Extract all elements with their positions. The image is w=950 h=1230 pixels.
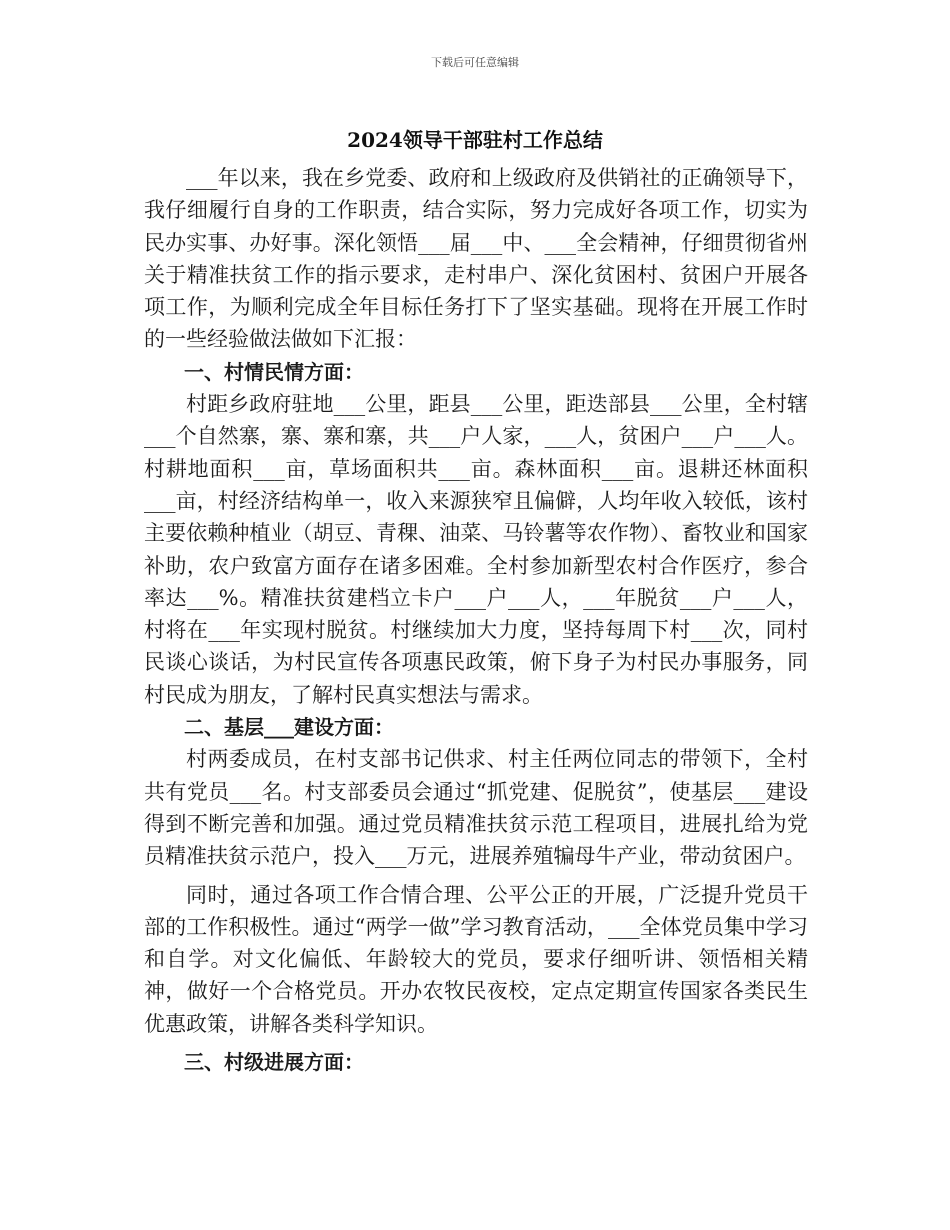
- section-heading-village-development: 三、村级进展方面：: [184, 1050, 364, 1075]
- grassroots-paragraph-2: 同时，通过各项工作合情合理、公平公正的开展，广泛提升党员干部的工作积极性。通过“两学一做”学习教育活动，___全体党员集中学习和自学。对文化偏低、年龄较大的党员，要求仔细听讲、领悟相关精神，做好一个合格党员。开办农牧民夜校，定点定期宣传国家各类民生优惠政策，讲解各类科学知识。: [144, 882, 808, 1036]
- village-info-paragraph: 村距乡政府驻地___公里，距县___公里，距迭部县___公里，全村辖___个自然寨，寨、寨和寨，共___户人家，___人，贫困户___户___人。村耕地面积___亩，草场面积共___亩。森林面积___亩。退耕还林面积___亩，村经济结构单一，收入来源狭窄且偏僻，人均年收入较低，该村主要依赖种植业（胡豆、青稞、油菜、马铃薯等农作物）、畜牧业和国家补助，农户致富方面存在诸多困难。全村参加新型农村合作医疗，参合率达___%。精准扶贫建档立卡户___户___人，___年脱贫___户___人，村将在___年实现村脱贫。村继续加大力度，坚持每周下村___次，同村民谈心谈话，为村民宣传各项惠民政策，俯下身子为村民办事服务，同村民成为朋友，了解村民真实想法与需求。: [144, 392, 808, 707]
- intro-paragraph: ___年以来，我在乡党委、政府和上级政府及供销社的正确领导下，我仔细履行自身的工作职责，结合实际，努力完成好各项工作，切实为民办实事、办好事。深化领悟___届___中、___全会精神，仔细贯彻省州关于精准扶贫工作的指示要求，走村串户、深化贫困村、贫困户开展各项工作，为顺利完成全年目标任务打下了坚实基础。现将在开展工作时的一些经验做法做如下汇报：: [144, 166, 808, 352]
- header-note: 下载后可任意编辑: [431, 56, 519, 69]
- grassroots-paragraph-1: 村两委成员，在村支部书记供求、村主任两位同志的带领下，全村共有党员___名。村支部委员会通过“抓党建、促脱贫”，使基层___建设得到不断完善和加强。通过党员精准扶贫示范工程项目，进展扎给为党员精准扶贫示范户，投入___万元，进展养殖犏母牛产业，带动贫困户。: [144, 747, 808, 869]
- document-body: [144, 162, 808, 1078]
- section-heading-village-info: 一、村情民情方面：: [184, 359, 364, 384]
- document-title: 2024领导干部驻村工作总结: [347, 128, 603, 152]
- section-heading-grassroots: 二、基层___建设方面：: [184, 715, 394, 740]
